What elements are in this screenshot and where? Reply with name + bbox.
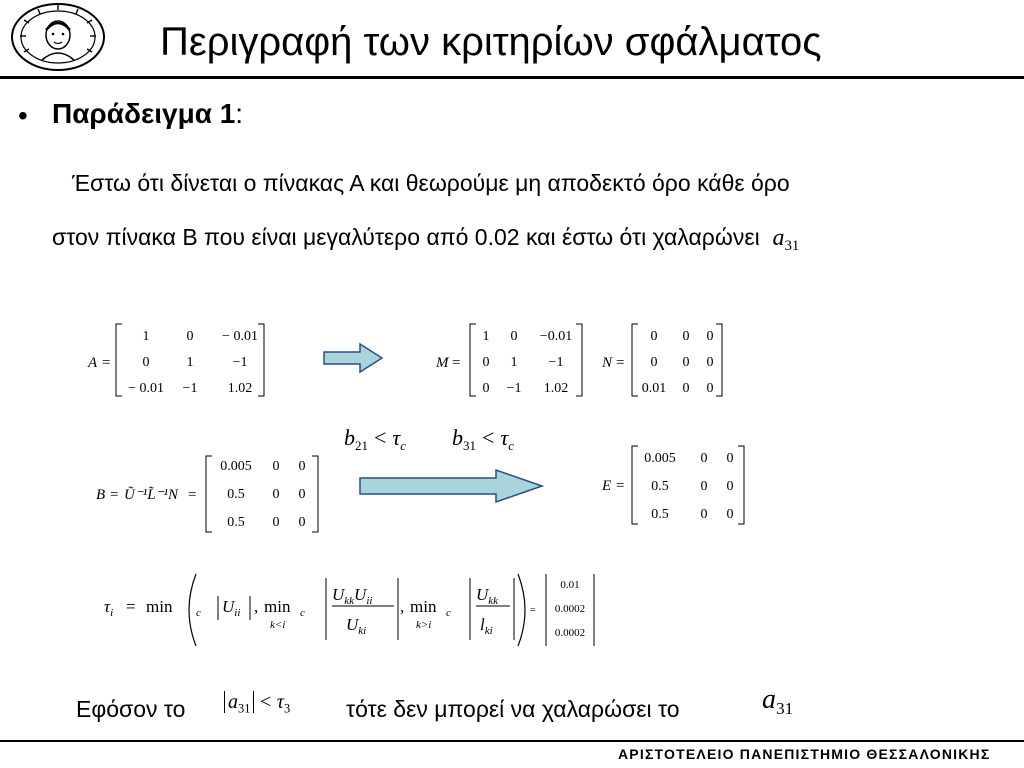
matrix-m — [435, 324, 582, 396]
matrix-m-name: M — [436, 355, 449, 371]
tau-uki-1-base: U — [346, 615, 359, 634]
matrix-e-cell: 0 — [700, 451, 708, 466]
conclusion-var-a31-sub: 31 — [776, 699, 794, 719]
tau-uii-base: U — [222, 597, 235, 616]
matrix-b-cell: 0 — [272, 459, 280, 474]
matrix-n-cell: 0 — [682, 355, 690, 370]
cond-b21-base: b — [344, 425, 355, 450]
matrix-n-cells — [642, 329, 714, 396]
cond-b21-tau: τ — [392, 425, 401, 450]
matrix-e-cell: 0 — [700, 507, 708, 522]
matrix-b-cell: 0 — [272, 515, 280, 530]
matrix-n — [601, 324, 722, 396]
tau-lki-base: l — [480, 615, 485, 634]
matrix-e-cell: 0 — [726, 479, 734, 494]
tau-comma-2: , — [400, 597, 405, 616]
cond-b31-sub: 31 — [463, 438, 476, 453]
tau-c-3 — [446, 607, 451, 619]
matrix-a-eq: = — [102, 355, 111, 371]
matrix-n-name: N — [602, 355, 613, 371]
cond-b21-lt: < — [374, 425, 387, 450]
tau-uki-1 — [346, 615, 366, 637]
tau-c-2 — [300, 607, 305, 619]
tau-uki-1-sub: ki — [358, 625, 367, 637]
matrix-m-cell: 0 — [510, 329, 518, 344]
conditions — [344, 425, 514, 453]
bullet-marker: • — [18, 100, 28, 131]
matrix-e-cell: 0 — [726, 451, 734, 466]
cond-b31-tau-sub: c — [508, 438, 515, 453]
conclusion-condition — [224, 684, 290, 720]
matrix-a-cell: − 0.01 — [222, 329, 258, 344]
tau-result-value: 0.0002 — [554, 603, 586, 615]
matrix-e-cell: 0.5 — [651, 507, 669, 522]
matrix-m-eq: = — [452, 355, 461, 371]
tau-ukk-2-sub: kk — [488, 595, 499, 607]
cond-b31-base: b — [452, 425, 463, 450]
conclusion-prefix: Εφόσον το — [76, 696, 186, 722]
matrix-b-expr: Ũ⁻¹L̃⁻¹N — [124, 487, 179, 503]
cond-b31-lt: < — [482, 425, 495, 450]
paragraph-line-2-text: στον πίνακα Β που είναι μεγαλύτερο από 0.02 και έστω ότι χαλαρώνει — [52, 224, 760, 250]
matrix-n-cell: 0 — [650, 355, 658, 370]
matrix-m-cell: 0 — [482, 355, 490, 370]
var-a31-sub: 31 — [784, 238, 800, 255]
tau-ukk-2-base: U — [476, 585, 489, 604]
abs-a31 — [224, 691, 254, 716]
tau-min-3: min — [410, 597, 437, 616]
conclusion-suffix: τότε δεν μπορεί να χαλαρώσει το — [346, 696, 680, 722]
tau-c-1 — [196, 607, 201, 619]
tau-ukk-sub: kk — [344, 595, 355, 607]
title-divider — [0, 76, 1024, 79]
example-colon: : — [235, 98, 244, 129]
matrix-e-cell: 0.5 — [651, 479, 669, 494]
matrix-e-cells — [644, 451, 733, 522]
right-arrow-icon — [324, 344, 382, 372]
footer-university: ΑΡΙΣΤΟΤΕΛΕΙΟ ΠΑΝΕΠΙΣΤΗΜΙΟ ΘΕΣΣΑΛΟΝΙΚΗΣ — [618, 746, 991, 762]
tau-uii-sub: ii — [234, 607, 241, 619]
conclusion-var-a31 — [762, 680, 793, 729]
tau-uii — [222, 597, 240, 619]
cond-b21-sub: 21 — [355, 438, 368, 453]
paragraph-line-2 — [52, 222, 799, 261]
tau-c-3-sub: c — [446, 607, 451, 619]
matrix-n-cell: 0 — [650, 329, 658, 344]
matrix-b-cell: 0 — [272, 487, 280, 502]
matrix-m-cell: 1 — [510, 355, 518, 370]
matrix-b-cell: 0.005 — [220, 459, 252, 474]
tau-lki — [480, 615, 493, 637]
matrix-m-cell: −1 — [506, 381, 522, 396]
university-seal-logo — [6, 2, 110, 72]
matrix-e-eq: = — [616, 478, 625, 494]
matrix-b-eq2: = — [188, 487, 197, 503]
footer-divider — [0, 740, 1024, 742]
tau-k-gt-i: k>i — [416, 619, 432, 631]
matrix-diagram — [0, 300, 1024, 660]
matrix-n-cell: 0 — [706, 355, 714, 370]
abs-a31-base: a — [228, 691, 238, 713]
matrix-a-cell: −1 — [182, 381, 198, 396]
tau-ukk-2 — [476, 585, 499, 607]
matrix-b — [96, 456, 318, 532]
matrix-a-name: A — [88, 355, 98, 371]
example-label: Παράδειγμα 1 — [52, 98, 236, 129]
tau-lhs-base: τ — [104, 597, 111, 616]
matrix-a-cell: 1 — [186, 355, 194, 370]
matrix-b-cell: 0 — [298, 515, 306, 530]
right-arrow-icon — [360, 470, 542, 502]
tau-lki-sub: ki — [484, 625, 493, 637]
tau-comma-1: , — [254, 597, 259, 616]
tau-c-2-sub: c — [300, 607, 305, 619]
matrix-n-cell: 0 — [682, 329, 690, 344]
matrix-n-cell: 0 — [706, 381, 714, 396]
matrix-b-cell: 0.5 — [227, 515, 245, 530]
tau-eq-2: = — [530, 605, 536, 616]
cond-b31-tau: τ — [500, 425, 509, 450]
matrix-n-eq: = — [616, 355, 625, 371]
matrix-b-cell: 0 — [298, 487, 306, 502]
matrix-e-cell: 0 — [700, 479, 708, 494]
var-a31 — [772, 225, 800, 255]
tau-ukk-u2: U — [354, 585, 367, 604]
tau-k-lt-i: k<i — [270, 619, 286, 631]
cond-b31 — [452, 425, 514, 453]
matrix-m-cell: −0.01 — [539, 329, 573, 344]
matrix-n-cell: 0 — [682, 381, 690, 396]
tau-results — [555, 579, 585, 639]
matrix-m-cell: 1.02 — [543, 381, 569, 396]
abs-tau3-base: τ — [276, 691, 284, 713]
example-heading — [52, 96, 243, 132]
page-title: Περιγραφή των κριτηρίων σφάλματος — [160, 20, 822, 64]
matrix-a-cell: 1.02 — [227, 381, 253, 396]
tau-c-1-sub: c — [196, 607, 201, 619]
matrix-n-cell: 0 — [706, 329, 714, 344]
matrix-e-cell: 0 — [726, 507, 734, 522]
conclusion-var-a31-base: a — [762, 684, 776, 715]
tau-ukk-sub2: ii — [366, 595, 373, 607]
matrix-a-cell: −1 — [232, 355, 248, 370]
matrix-e — [601, 446, 744, 524]
abs-tau3 — [276, 691, 291, 716]
abs-tau3-sub: 3 — [283, 701, 291, 716]
matrix-m-cell: 1 — [482, 329, 490, 344]
cond-b21-tau-sub: c — [400, 438, 407, 453]
tau-lhs-sub: i — [110, 607, 114, 619]
paragraph-line-1: Έστω ότι δίνεται ο πίνακας Α και θεωρούμε μη αποδεκτό όρο κάθε όρο — [72, 170, 790, 196]
matrix-m-cells — [483, 329, 573, 396]
matrix-a-cell: 0 — [186, 329, 194, 344]
university-seal-icon — [6, 2, 110, 72]
matrix-e-cell: 0.005 — [644, 451, 676, 466]
matrix-a-cell: 1 — [142, 329, 150, 344]
tau-eq: = — [126, 597, 136, 616]
var-a31-base: a — [772, 225, 785, 251]
matrix-a-cell: − 0.01 — [128, 381, 164, 396]
matrix-n-cell: 0.01 — [641, 381, 667, 396]
tau-ukk-base: U — [332, 585, 345, 604]
matrix-b-cell: 0.5 — [227, 487, 245, 502]
abs-lt: < — [259, 691, 272, 713]
matrix-a — [87, 324, 264, 396]
tau-formula — [104, 574, 594, 646]
matrix-m-cell: −1 — [548, 355, 564, 370]
abs-a31-sub: 31 — [238, 701, 251, 716]
matrix-a-cell: 0 — [142, 355, 150, 370]
tau-min-1: min — [146, 597, 173, 616]
tau-result-value: 0.01 — [560, 579, 580, 591]
matrix-b-eq: = — [110, 487, 119, 503]
tau-lhs — [104, 597, 113, 619]
tau-result-value: 0.0002 — [554, 627, 586, 639]
matrix-b-cells — [220, 459, 305, 530]
tau-ukk — [332, 585, 372, 607]
tau-min-2: min — [264, 597, 291, 616]
matrix-a-cells — [128, 329, 258, 396]
matrix-b-cell: 0 — [298, 459, 306, 474]
matrix-m-cell: 0 — [482, 381, 490, 396]
matrix-e-name: E — [602, 478, 612, 494]
matrix-b-name: B — [96, 487, 106, 503]
cond-b21 — [344, 425, 406, 453]
